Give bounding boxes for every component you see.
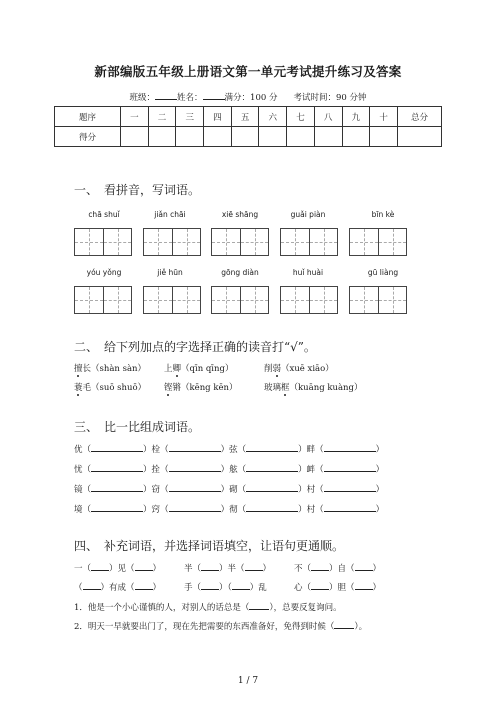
- pinyin-label: gōng diàn: [221, 268, 259, 277]
- idiom-blank[interactable]: [311, 561, 329, 571]
- pronunciation-item[interactable]: [164, 381, 264, 393]
- score-cell: [231, 127, 259, 147]
- idiom-part: 一（: [74, 564, 92, 574]
- compare-char: 窃: [151, 485, 161, 495]
- compare-blank[interactable]: [324, 502, 376, 512]
- compare-char: 衅: [306, 465, 316, 475]
- compare-blank[interactable]: [324, 442, 376, 452]
- idiom-blank[interactable]: [201, 561, 219, 571]
- score-header-cell: 三: [176, 107, 204, 127]
- pronunciation-item[interactable]: [264, 362, 334, 374]
- idiom-part: ）（: [219, 583, 232, 593]
- name-label: 姓名：: [177, 93, 203, 103]
- idiom-part: ）: [152, 564, 162, 574]
- idiom-blank[interactable]: [232, 580, 250, 590]
- score-cell: [148, 127, 176, 147]
- pinyin-label: guǎi piàn: [290, 210, 326, 219]
- compare-char: 优: [74, 445, 83, 455]
- pinyin-options: （xuē xiāo）: [281, 364, 334, 374]
- compare-char: 村: [306, 505, 316, 515]
- idiom-blank[interactable]: [201, 580, 219, 590]
- section3-number: 三、: [74, 420, 99, 434]
- sentence-text: 2．明天一早就要出门了，现在先把需要的东西准备好，免得到时候（: [74, 622, 335, 632]
- section4-number: 四、: [74, 539, 99, 553]
- idiom-blank[interactable]: [83, 580, 101, 590]
- score-cell: [398, 127, 442, 147]
- dotted-char: 铿: [164, 383, 173, 393]
- idiom-part: ）: [372, 564, 382, 574]
- score-cell: [176, 127, 204, 147]
- section3-title: 比一比组成词语。: [104, 420, 201, 434]
- pinyin-label: gū liàng: [367, 268, 399, 277]
- score-header-cell: 七: [287, 107, 315, 127]
- word-prefix: 削: [264, 364, 273, 374]
- score-cell: [287, 127, 315, 147]
- idiom-blank[interactable]: [311, 580, 329, 590]
- section2-heading: [74, 338, 316, 355]
- exam-meta: [0, 90, 496, 103]
- score-table-header-row: [55, 107, 442, 127]
- compare-blank[interactable]: [324, 482, 376, 492]
- idiom-item: [184, 561, 294, 574]
- score-header-cell: 总分: [398, 107, 442, 127]
- idiom-part: ）胆（: [329, 583, 355, 593]
- idiom-part: 不（: [294, 564, 312, 574]
- compare-row: 境（ ）窍（ ）彻（ ）村（ ）: [74, 502, 384, 515]
- pinyin-label: chā shuǐ: [88, 210, 120, 219]
- score-cell: [342, 127, 370, 147]
- compare-char: 镜: [74, 485, 83, 495]
- idiom-part: 手（: [184, 583, 202, 593]
- idiom-blank[interactable]: [91, 561, 109, 571]
- score-cell: [204, 127, 232, 147]
- idiom-part: ）见（: [109, 564, 135, 574]
- idiom-blank[interactable]: [135, 561, 153, 571]
- score-cell: [259, 127, 287, 147]
- sentence-text: 1．他是一个小心谨慎的人，对别人的话总是（: [74, 603, 250, 613]
- idiom-blank[interactable]: [355, 561, 373, 571]
- word-prefix: 玻璃: [264, 383, 282, 393]
- sentence-blank[interactable]: [334, 619, 354, 629]
- pinyin-options: 长（shàn sàn）: [82, 364, 147, 374]
- sentence-text: ），总要反复询问。: [269, 603, 342, 613]
- name-blank: [203, 90, 225, 100]
- fill-sentence-2: [74, 619, 367, 632]
- compare-char: 忧: [74, 465, 83, 475]
- pinyin-label: yóu yǒng: [86, 268, 122, 277]
- writing-grid[interactable]: [280, 228, 338, 256]
- pinyin-label: bīn kè: [371, 210, 395, 219]
- word-prefix: 上: [164, 364, 173, 374]
- writing-grid[interactable]: [143, 286, 201, 314]
- idiom-blank[interactable]: [355, 580, 373, 590]
- compare-blank[interactable]: [246, 462, 298, 472]
- dotted-char: 框: [281, 383, 290, 393]
- compare-char: 村: [306, 485, 316, 495]
- compare-char: 窍: [151, 505, 161, 515]
- compare-char: 栓: [151, 445, 161, 455]
- score-label: 满分：100 分: [224, 93, 278, 103]
- time-label: 考试时间：90 分钟: [293, 93, 367, 103]
- compare-blank[interactable]: [91, 462, 143, 472]
- section3-heading: [74, 418, 200, 435]
- section2-title: 给下列加点的字选择正确的读音打“√”。: [104, 340, 316, 354]
- idiom-part: 半（: [184, 564, 202, 574]
- compare-char: 境: [74, 505, 83, 515]
- sentence-blank[interactable]: [249, 600, 269, 610]
- idiom-item: [294, 580, 381, 593]
- idiom-item: [74, 561, 184, 574]
- idiom-part: ）半（: [219, 564, 245, 574]
- dotted-char: 擅: [74, 364, 83, 374]
- idiom-part: ）自（: [329, 564, 355, 574]
- compare-blank[interactable]: [169, 502, 221, 512]
- idiom-part: ）乱: [249, 583, 267, 593]
- compare-char: 砌: [229, 485, 238, 495]
- idiom-part: 心（: [294, 583, 312, 593]
- writing-grid[interactable]: [74, 228, 132, 256]
- writing-grid[interactable]: [280, 286, 338, 314]
- compare-blank[interactable]: [324, 462, 376, 472]
- idiom-item: [184, 580, 294, 593]
- compare-row: 忧（ ）拴（ ）舷（ ）衅（ ）: [74, 462, 384, 475]
- dotted-char: 弱: [272, 364, 282, 374]
- score-table: [54, 106, 442, 147]
- section4-heading: [74, 537, 344, 554]
- dotted-char: 卿: [172, 364, 182, 374]
- idiom-part: ）: [152, 583, 162, 593]
- idiom-row: [74, 580, 381, 593]
- compare-blank[interactable]: [246, 482, 298, 492]
- section2-number: 二、: [74, 340, 99, 354]
- compare-blank[interactable]: [91, 482, 143, 492]
- pinyin-options: 锵（kēng kēn）: [172, 383, 238, 393]
- compare-char: 畔: [306, 445, 316, 455]
- compare-blank[interactable]: [91, 502, 143, 512]
- compare-blank[interactable]: [169, 462, 221, 472]
- writing-grid[interactable]: [211, 286, 269, 314]
- pronunciation-item[interactable]: [74, 362, 164, 374]
- fill-sentence-1: [74, 600, 342, 613]
- pronunciation-item[interactable]: [164, 362, 264, 374]
- compare-blank[interactable]: [246, 442, 298, 452]
- pinyin-label: jiě hūn: [157, 268, 183, 277]
- section1-number: 一、: [74, 183, 99, 197]
- compare-row: 镜（ ）窃（ ）砌（ ）村（ ）: [74, 482, 384, 495]
- dotted-char: 蓑: [74, 383, 83, 393]
- score-row-label: 得分: [55, 127, 121, 147]
- compare-char: 拴: [151, 465, 161, 475]
- writing-grid[interactable]: [143, 228, 201, 256]
- pinyin-label: xiē shāng: [221, 210, 259, 219]
- section1-heading: [74, 181, 200, 198]
- pronunciation-item[interactable]: [264, 381, 362, 393]
- compare-char: 弦: [229, 445, 238, 455]
- compare-blank[interactable]: [246, 502, 298, 512]
- score-cell: [121, 127, 149, 147]
- compare-char: 彻: [229, 505, 238, 515]
- idiom-item: [74, 580, 184, 593]
- score-header-cell: 二: [148, 107, 176, 127]
- score-table-score-row: [55, 127, 442, 147]
- idiom-part: ）: [372, 583, 382, 593]
- pinyin-options: （qīn qīng）: [181, 364, 234, 374]
- page-number: 1 / 7: [237, 676, 259, 686]
- document-title: 新部编版五年级上册语文第一单元考试提升练习及答案: [94, 64, 402, 79]
- pronunciation-item[interactable]: [74, 381, 164, 393]
- pronunciation-line: [74, 362, 334, 374]
- score-cell: [370, 127, 398, 147]
- writing-grid[interactable]: [349, 228, 407, 256]
- compare-blank[interactable]: [169, 482, 221, 492]
- section4-title: 补充词语，并选择词语填空，让语句更通顺。: [104, 539, 345, 553]
- compare-blank[interactable]: [91, 442, 143, 452]
- sentence-text: ）。: [354, 622, 368, 632]
- score-header-cell: 题序: [55, 107, 121, 127]
- score-header-cell: 五: [231, 107, 259, 127]
- score-header-cell: 九: [342, 107, 370, 127]
- compare-row: 优（ ）栓（ ）弦（ ）畔（ ）: [74, 442, 384, 455]
- score-header-cell: 八: [314, 107, 342, 127]
- pinyin-options: （kuāng kuàng）: [289, 383, 363, 393]
- idiom-blank[interactable]: [135, 580, 153, 590]
- class-blank: [155, 90, 177, 100]
- compare-blank[interactable]: [169, 442, 221, 452]
- compare-char: 舷: [229, 465, 238, 475]
- writing-grid[interactable]: [211, 228, 269, 256]
- idiom-part: ）有成（: [100, 583, 135, 593]
- writing-grid[interactable]: [349, 286, 407, 314]
- idiom-blank[interactable]: [245, 561, 263, 571]
- pinyin-label: jiǎn chāi: [154, 210, 186, 219]
- pinyin-label: huǐ huài: [292, 268, 324, 277]
- score-header-cell: 十: [370, 107, 398, 127]
- score-cell: [314, 127, 342, 147]
- idiom-part: （: [74, 583, 83, 593]
- idiom-part: ）: [262, 564, 272, 574]
- writing-grid[interactable]: [74, 286, 132, 314]
- pronunciation-line: [74, 381, 362, 393]
- section1-title: 看拼音，写词语。: [104, 183, 201, 197]
- score-header-cell: 六: [259, 107, 287, 127]
- idiom-item: [294, 561, 381, 574]
- idiom-row: [74, 561, 381, 574]
- pinyin-options: 毛（suō shuō）: [82, 383, 147, 393]
- score-header-cell: 一: [121, 107, 149, 127]
- score-header-cell: 四: [204, 107, 232, 127]
- class-label: 班级：: [129, 93, 156, 103]
